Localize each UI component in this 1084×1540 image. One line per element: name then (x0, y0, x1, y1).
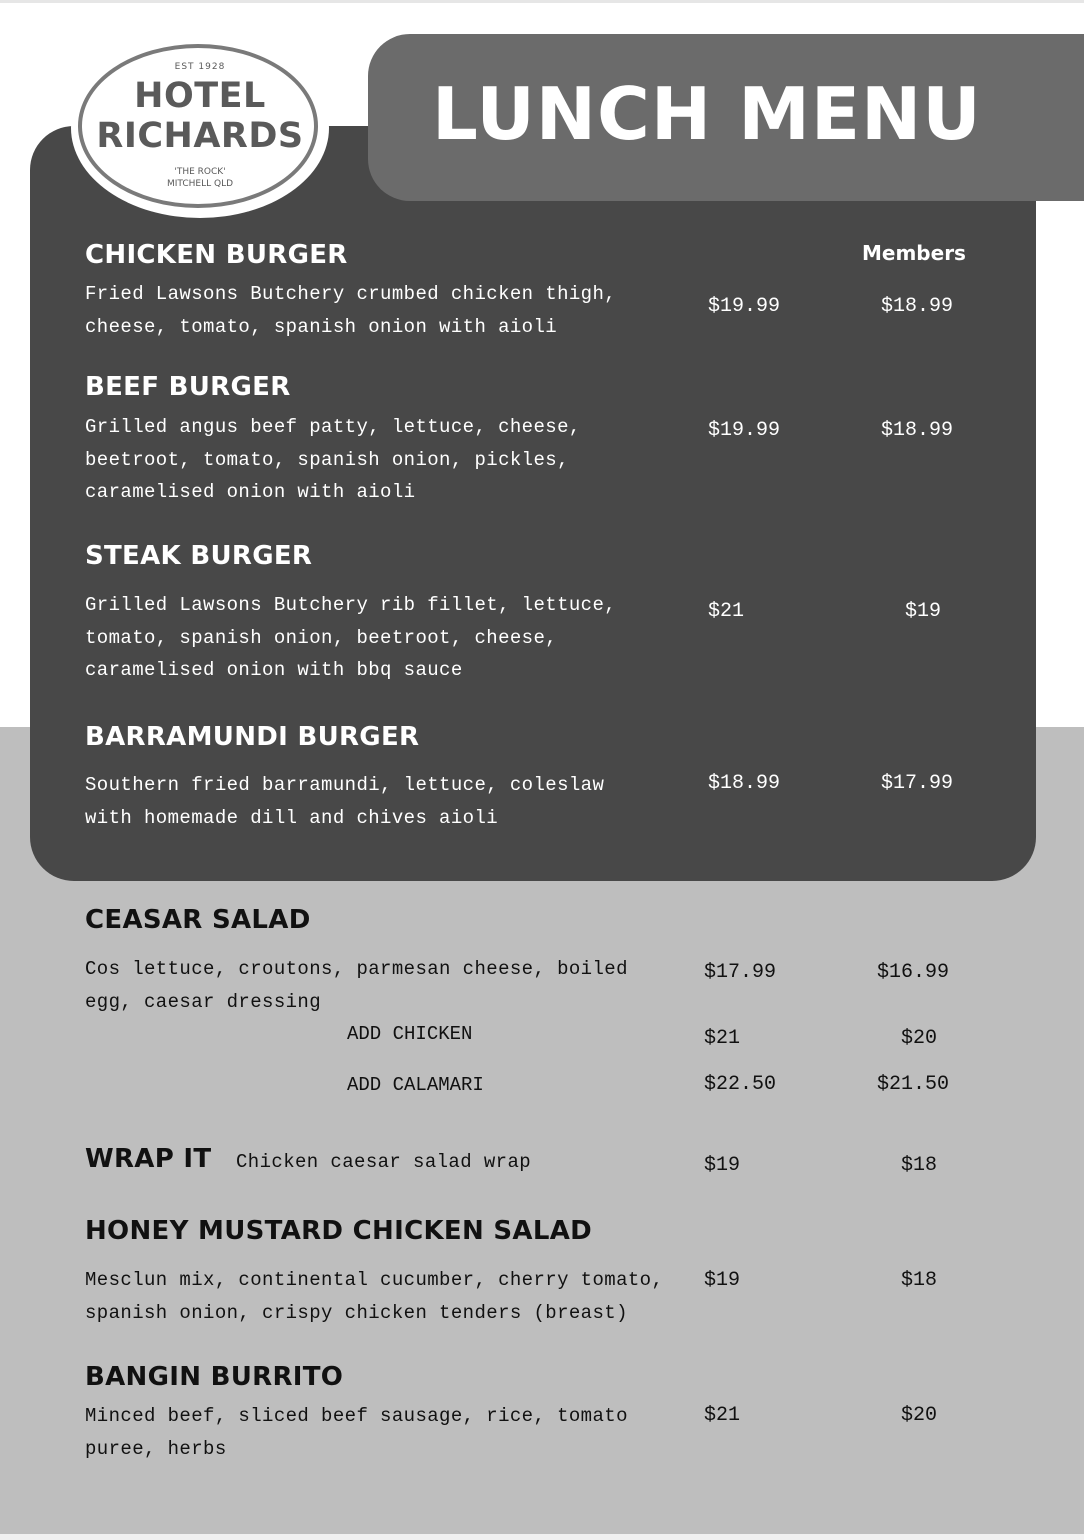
item-title: BEEF BURGER (85, 372, 291, 402)
members-column-label: Members (862, 241, 966, 265)
item-description: Grilled Lawsons Butchery rib fillet, lettuce, tomato, spanish onion, beetroot, cheese, caramelised onion with bbq sauce (85, 594, 617, 681)
logo-location: MITCHELL QLD (166, 179, 234, 189)
item-price: $19 (704, 1154, 741, 1177)
item-member-price: $18.99 (881, 295, 954, 318)
addon-member-price: $20 (901, 1027, 938, 1050)
item-description: Minced beef, sliced beef sausage, rice, tomato puree, herbs (85, 1405, 628, 1460)
item-title: WRAP IT (85, 1144, 212, 1174)
item-member-price: $18 (901, 1154, 938, 1177)
item-title: BANGIN BURRITO (85, 1362, 344, 1392)
addon-member-price: $21.50 (877, 1073, 950, 1096)
item-member-price: $19 (905, 600, 942, 623)
item-description: Mesclun mix, continental cucumber, cherry tomato, spanish onion, crispy chicken tenders (breast) (85, 1269, 664, 1324)
item-member-price: $18 (901, 1269, 938, 1292)
item-price: $19 (704, 1269, 741, 1292)
bottom-border (0, 1534, 1084, 1540)
item-member-price: $16.99 (877, 961, 950, 984)
logo-tagline: 'THE ROCK' (174, 167, 226, 177)
item-description: Chicken caesar salad wrap (236, 1151, 532, 1173)
top-border (0, 0, 1084, 3)
menu-title: LUNCH MENU (432, 72, 982, 156)
item-title: BARRAMUNDI BURGER (85, 722, 420, 752)
item-description: Southern fried barramundi, lettuce, coleslaw with homemade dill and chives aioli (85, 774, 605, 829)
addon-label: ADD CALAMARI (347, 1074, 484, 1096)
item-title: STEAK BURGER (85, 541, 313, 571)
item-price: $19.99 (708, 295, 781, 318)
logo-name-line2: RICHARDS (96, 116, 304, 156)
item-description: Fried Lawsons Butchery crumbed chicken thigh, cheese, tomato, spanish onion with aioli (85, 283, 617, 338)
addon-price: $21 (704, 1027, 741, 1050)
item-price: $21 (704, 1404, 741, 1427)
item-price: $19.99 (708, 419, 781, 442)
item-member-price: $17.99 (881, 772, 954, 795)
item-title: CHICKEN BURGER (85, 240, 348, 270)
item-price: $17.99 (704, 961, 777, 984)
addon-label: ADD CHICKEN (347, 1023, 473, 1045)
item-title: CEASAR SALAD (85, 905, 311, 935)
item-price: $18.99 (708, 772, 781, 795)
item-member-price: $18.99 (881, 419, 954, 442)
logo-name-line1: HOTEL (134, 76, 266, 116)
logo-est: EST 1928 (174, 62, 226, 72)
addon-price: $22.50 (704, 1073, 777, 1096)
item-description: Grilled angus beef patty, lettuce, cheese, beetroot, tomato, spanish onion, pickles, caramelised onion with aioli (85, 416, 581, 503)
item-price: $21 (708, 600, 745, 623)
item-member-price: $20 (901, 1404, 938, 1427)
item-description: Cos lettuce, croutons, parmesan cheese, boiled egg, caesar dressing (85, 958, 628, 1013)
item-title: HONEY MUSTARD CHICKEN SALAD (85, 1216, 593, 1246)
